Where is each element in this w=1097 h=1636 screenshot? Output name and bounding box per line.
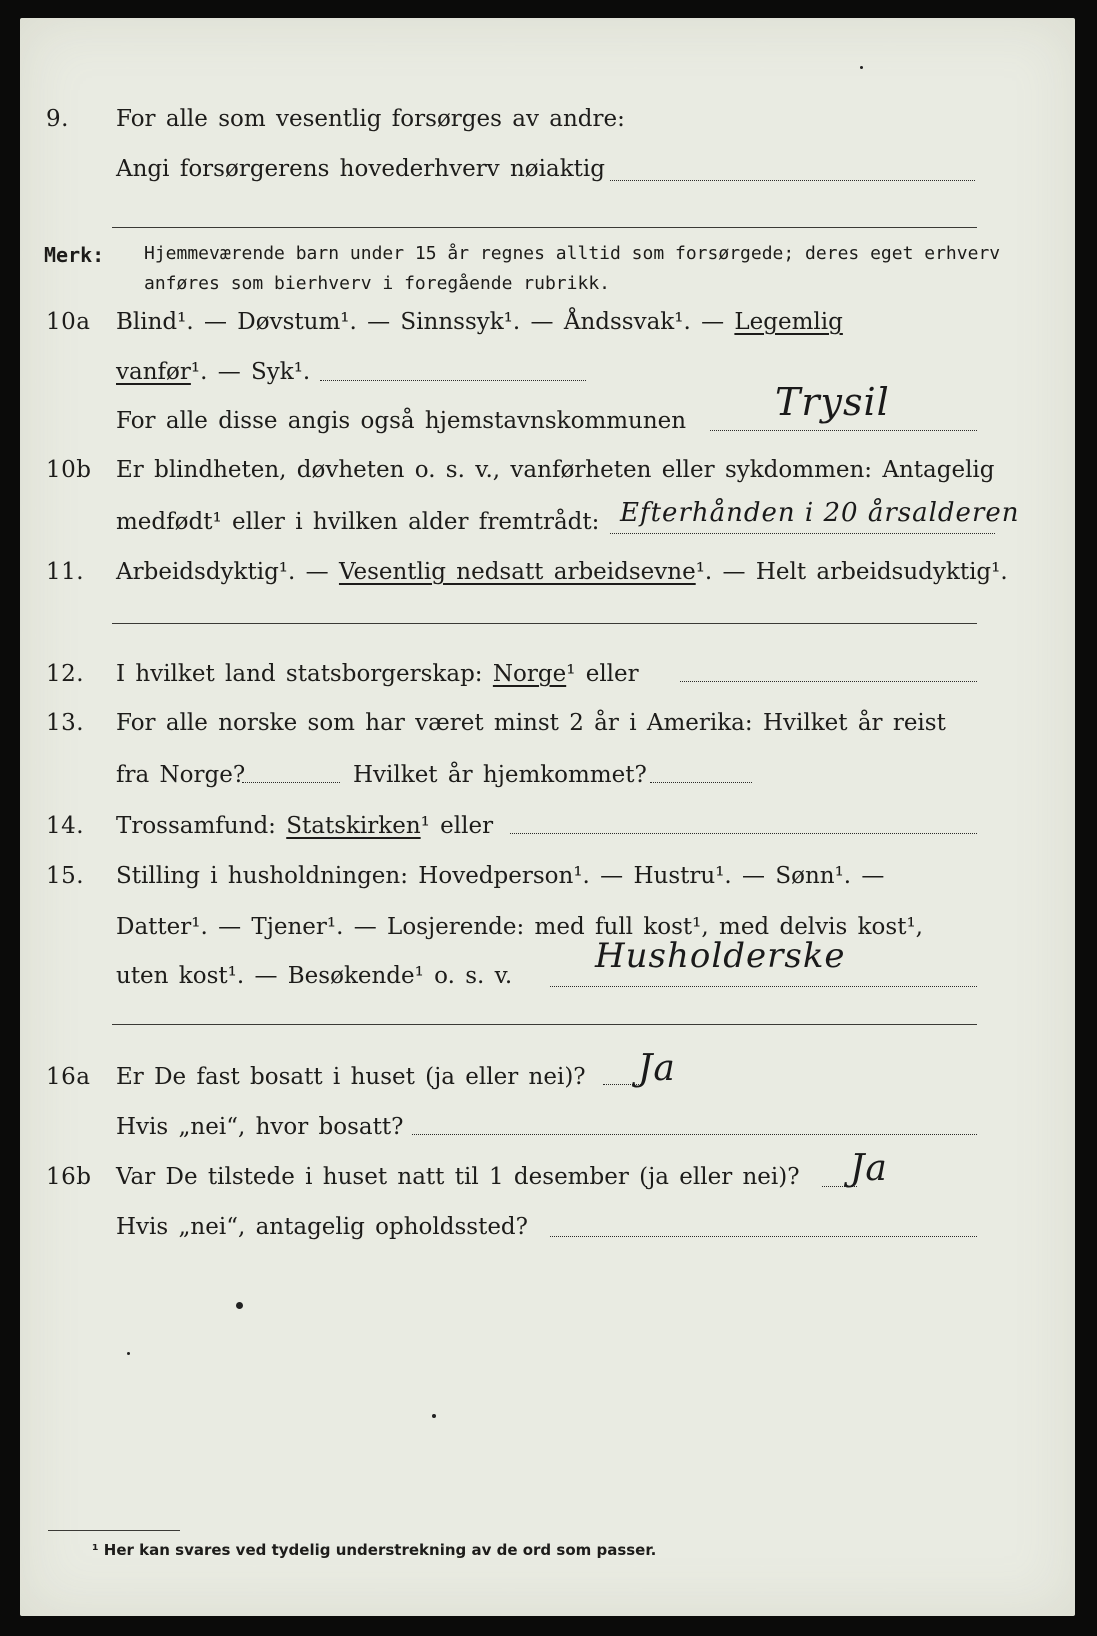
q15-line1: Stilling i husholdningen: Hovedperson¹. — Hustru¹. — Sønn¹. — [116, 863, 885, 889]
ink-speck [432, 1414, 436, 1418]
q12-underlined-norge: Norge [492, 661, 567, 687]
q11-line [116, 559, 1008, 585]
merk-line2: anføres som bierhverv i foregående rubrikk. [144, 273, 610, 294]
q14-underlined-statskirken: Statskirken [286, 813, 421, 839]
q10a-syk: ¹. — Syk¹. [190, 359, 311, 385]
q16b-dotted-line-2 [550, 1236, 977, 1237]
ink-speck [236, 1302, 243, 1309]
q16a-handwritten-answer: Ja [638, 1048, 676, 1089]
q15-answer-rule [112, 1024, 977, 1025]
q16b-number: 16b [46, 1164, 92, 1190]
q11-number: 11. [46, 559, 85, 585]
q11-underlined-reduced: Vesentlig nedsatt arbeidsevne [338, 559, 696, 585]
merk-line1: Hjemmeværende barn under 15 år regnes alltid som forsørgede; deres eget erhverv [144, 243, 1001, 264]
q16a-line2: Hvis „nei“, hvor bosatt? [116, 1114, 404, 1140]
q15-line2: Datter¹. — Tjener¹. — Losjerende: med full kost¹, med delvis kost¹, [116, 914, 923, 940]
q10a-number: 10a [46, 309, 91, 335]
q14-line [116, 813, 493, 839]
q10a-options: Blind¹. — Døvstum¹. — Sinnssyk¹. — Åndssvak¹. — [116, 309, 725, 335]
q16b-handwritten-answer: Ja [850, 1148, 888, 1189]
q9-line1: For alle som vesentlig forsørges av andre: [116, 106, 625, 132]
q12-question: I hvilket land statsborgerskap: [116, 661, 483, 687]
q10a-underlined-vanfor: vanfør [116, 359, 191, 385]
q10a-line1 [116, 309, 843, 335]
q13-number: 13. [46, 710, 85, 736]
q10b-dotted-line [610, 533, 995, 534]
q15-number: 15. [46, 863, 85, 889]
q14-question: Trossamfund: [116, 813, 276, 839]
ink-speck [127, 1352, 130, 1355]
q13-hjem-dotted-line [650, 782, 752, 783]
footnote-text: ¹ Her kan svares ved tydelig understrekning av de ord som passer. [92, 1541, 657, 1559]
q15-line3: uten kost¹. — Besøkende¹ o. s. v. [116, 963, 513, 989]
q10a-line3: For alle disse angis også hjemstavnskommunen [116, 408, 687, 434]
q9-answer-dotted-line [610, 180, 975, 181]
q10b-handwritten-onset: Efterhånden i 20 årsalderen [620, 498, 1020, 528]
footnote-rule [48, 1530, 180, 1531]
q15-handwritten-position: Husholderske [595, 936, 846, 976]
q10a-handwritten-hometown: Trysil [775, 380, 890, 424]
q14-eller: ¹ eller [420, 813, 494, 839]
q16a-number: 16a [46, 1064, 91, 1090]
q12-dotted-line [680, 681, 977, 682]
q14-number: 14. [46, 813, 85, 839]
q16a-bosatt-dotted-line [412, 1134, 977, 1135]
q10a-underlined-legemlig: Legemlig [734, 309, 843, 335]
q16a-line1: Er De fast bosatt i huset (ja eller nei)? [116, 1064, 586, 1090]
q16b-line2: Hvis „nei“, antagelig opholdssted? [116, 1214, 528, 1240]
q12-line [116, 661, 639, 687]
q16b-line1: Var De tilstede i huset natt til 1 desember (ja eller nei)? [116, 1164, 800, 1190]
merk-label: Merk: [44, 243, 105, 267]
q9-answer-rule [112, 227, 977, 228]
q13-line2b: Hvilket år hjemkommet? [353, 762, 647, 788]
q12-number: 12. [46, 661, 85, 687]
q16a-dotted-line [603, 1084, 643, 1085]
q13-line2a: fra Norge? [116, 762, 246, 788]
q13-line1: For alle norske som har været minst 2 år i Amerika: Hvilket år reist [116, 710, 946, 736]
q12-eller: ¹ eller [566, 661, 639, 687]
ink-speck [860, 66, 863, 69]
q13-reist-dotted-line [242, 782, 340, 783]
q11-option-unfit: ¹. — Helt arbeidsudyktig¹. [695, 559, 1008, 585]
q11-option-fit: Arbeidsdyktig¹. — [116, 559, 329, 585]
q14-dotted-line [510, 833, 977, 834]
q10b-number: 10b [46, 457, 92, 483]
q10b-line2: medfødt¹ eller i hvilken alder fremtrådt: [116, 509, 600, 535]
q10a-syk-dotted-line [320, 380, 586, 381]
q9-number: 9. [46, 106, 69, 132]
q10b-line1: Er blindheten, døvheten o. s. v., vanførheten eller sykdommen: Antagelig [116, 457, 995, 483]
q9-line2: Angi forsørgerens hovederhverv nøiaktig [116, 156, 605, 182]
census-form-page [20, 18, 1075, 1616]
q15-dotted-line [550, 986, 977, 987]
q11-answer-rule [112, 623, 977, 624]
q10a-hometown-dotted-line [710, 430, 977, 431]
q10a-line2 [116, 359, 310, 385]
